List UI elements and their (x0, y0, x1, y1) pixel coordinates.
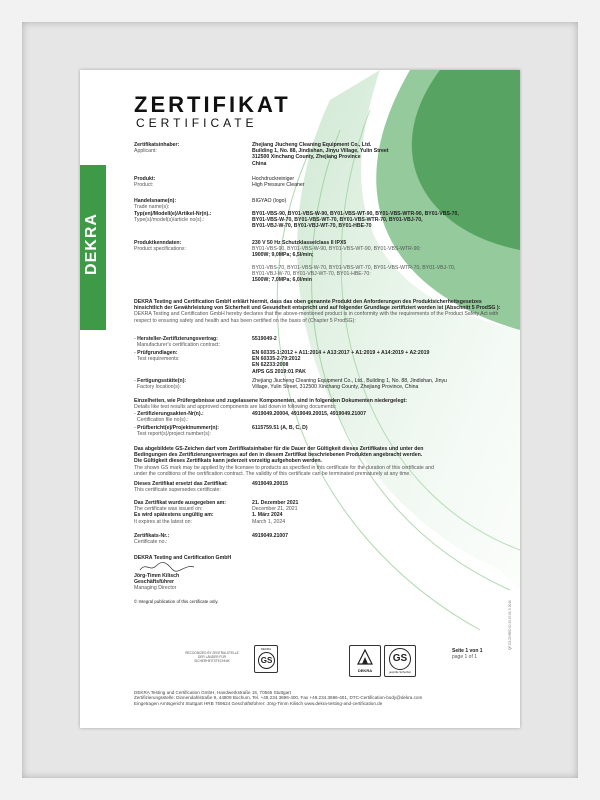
types-line3: BY01-VBJ-W-70, BY01-VBJ-WT-70, BY01-HBE-70 (252, 223, 372, 230)
footer-line2: Zertifizierungsstelle: Dinnendahlstraße 9, 44809 Bochum, Tel. +49.234.3696-400, Fax +49.234.3696-401, DTC-Certification-body@dekra.com (134, 695, 423, 701)
holder-line1: Zhejiang Jiucheng Cleaning Equipment Co., Ltd. (252, 142, 372, 148)
expires-en: March 1, 2024 (252, 518, 286, 525)
certificate-title: ZERTIFIKAT (134, 92, 291, 117)
replaces-value: 4919049.20015 (252, 481, 289, 487)
integral-note: © Integral publication of this certificate only. (134, 599, 219, 604)
gs-de2: Bedingungen des Zertifizierungsvertrages auf den in diesem Zertifikat beschriebenen Produkten angebracht werden. (134, 452, 423, 459)
specs-line4: BY01-VBS-70, BY01-VBS-W-70, BY01-VBS-WT-70, BY01-VBS-WTR-70, BY01-VBJ-70, (252, 264, 456, 271)
zls-seal-text: RECOGNIZED BY ZENTRALSTELLE DER LÄNDER FÜR SICHERHEITSTECHNIK (185, 651, 239, 663)
gs-mark-text (134, 446, 510, 477)
file-label-de: Zertifizierungsakten-Nr(n).: (137, 411, 204, 417)
dekra-small-label: DEKRA (260, 647, 272, 651)
gs-big-icon: GS (389, 648, 411, 670)
footer-line1: DEKRA Testing and Certification GmbH, Handwerkstraße 15, 70565 Stuttgart (134, 690, 291, 695)
specs-line2: BY01-VBS-90, BY01-VBS-W-90, BY01-VBS-WT-90, BY01-VBS-WTR-90: (252, 246, 421, 253)
types-label-en: Type(s)/model(s)/article no(s).: (134, 217, 205, 224)
factory-line2: Village, Yulin Street, 312500 Xinchang County, Zhejiang Province, China (252, 384, 419, 391)
specs-line5: BY01-VBJ-W-70, BY01-VBJ-WT-70, BY01-HBE-70: (252, 271, 371, 278)
expires-label-de: Es wird spätestens ungültig am: (134, 512, 214, 519)
dekra-side-logo: DEKRA (83, 213, 100, 275)
cert-no-value: 4919049.21007 (252, 533, 289, 539)
product-label-de: Produkt: (134, 176, 156, 182)
replaces-label-en: This certificate supersedes certificate: (134, 487, 221, 494)
holder-line4: China (252, 160, 267, 167)
test-basis-line3: EN 62233:2008 (252, 362, 289, 369)
report-label-de: Prüfbericht(e)/Projektnummer(n): (137, 425, 220, 431)
specs-line6: 1500W; 7,0MPa; 6,0l/min (252, 277, 312, 284)
trade-value: BIGYAO (logo) (252, 198, 287, 204)
gs-de1: Das abgebildete GS-Zeichen darf vom Zertifikatsinhaber für die Dauer der Gültigkeit dieses Zertifikates und unter den (134, 446, 424, 452)
issued-en: December 21, 2021 (252, 506, 298, 513)
test-basis-line1: EN 60335-1:2012 + A11:2014 + A13:2017 + A1:2019 + A14:2019 + A2:2019 (252, 350, 430, 356)
certificate-subtitle: CERTIFICATE (136, 116, 258, 130)
expires-de: 1. März 2024 (252, 512, 283, 519)
file-label-en: Certification file no(s).: (136, 417, 189, 424)
signature-company: DEKRA Testing and Certification GmbH (134, 555, 232, 561)
manufacturer-cert-label-en: Manufacturer's certification contract: (136, 342, 221, 349)
product-value-en: High Pressure Cleaner (252, 182, 305, 189)
dekra-side-band (80, 165, 106, 330)
expires-label-en: It expires at the latest on: (134, 518, 192, 525)
test-basis-line4: AfPS GS 2019:01 PAK (252, 368, 306, 375)
specs-line3: 1900W; 9,0MPa; 6,5l/min; (252, 252, 314, 259)
report-label-en: Test report(s)/project number(s): (136, 431, 211, 438)
issued-de: 21. Dezember 2021 (252, 500, 299, 506)
manufacturer-cert-label-de: Hersteller-Zertifizierungsvertrag: (137, 336, 218, 342)
specs-label-de: Produktkenndaten: (134, 240, 182, 246)
manufacturer-cert-value: 5519049-2 (252, 336, 277, 342)
details-de: Einzelheiten, wie Prüfergebnisse und zugelassene Komponenten, sind in folgenden Dokumenten niedergelegt: (134, 398, 407, 404)
gs-en2: under the conditions of the certification contract. The validity of this certificate can be terminated prematurely at any time. (134, 470, 411, 477)
gs-en1: The shown GS mark may be applied by the licensee to products as specified in this certificate for the duration of this certificate and (134, 464, 434, 471)
cert-no-label-de: Zertifikats-Nr.: (134, 533, 170, 539)
cert-no-label-en: Certificate no.: (134, 539, 168, 546)
file-value: 4919049.20004, 4919049.20015, 4919049.21007 (252, 411, 366, 417)
declaration-en: DEKRA Testing and Certification GmbH hereby declares that the above-mentioned product is in conformity with the requirements of the Product Safety Act with respect to ensuring safety and health and has been certified on the basis of (Chapter 5 ProdSG): (134, 311, 499, 324)
replaces-label-de: Dieses Zertifikat ersetzt das Zertifikat: (134, 481, 228, 487)
holder-line3: 312500 Xinchang County, Zhejiang Province (252, 154, 361, 161)
signatory-title-de: Geschäftsführer (134, 579, 175, 586)
factory-line1: Zhejiang Jiucheng Cleaning Equipment Co., Ltd., Building 1, No. 88, Jindishan, Jinyu (252, 378, 447, 384)
details-en: Details like test results and approved components are laid down in following documents: (134, 404, 337, 411)
signatory-name: Jörg-Timm Kilisch (134, 573, 180, 579)
gs-de3: Die Gültigkeit dieses Zertifikats kann jederzeit vorzeitig aufgehoben werden. (134, 458, 322, 465)
holder-label-en: Applicant: (134, 148, 157, 155)
specs-line1: 230 V 50 Hz Schutzklasse/class II IPX5 (252, 240, 347, 246)
holder-line2: Building 1, No. 88, Jindishan, Jinyu Village, Yulin Street (252, 148, 389, 155)
geprufte-label: geprüfte Sicherheit (389, 671, 411, 674)
page-indicator (452, 648, 483, 660)
trade-label-de: Handelsname(n): (134, 198, 177, 204)
factory-label-de: Fertigungsstätte(n): (137, 378, 187, 384)
gs-small-seal (254, 645, 278, 673)
dekra-triangle-icon (350, 646, 380, 668)
signature-scribble (138, 560, 198, 574)
issued-label-de: Das Zertifikat wurde ausgegeben am: (134, 500, 226, 506)
page-en: page 1 of 1 (452, 654, 478, 660)
signatory (134, 573, 510, 592)
test-basis-line2: EN 60335-2-79:2012 (252, 356, 301, 363)
test-basis-label-de: Prüfgrundlagen: (137, 350, 178, 356)
declaration-de: DEKRA Testing and Certification GmbH erklärt hiermit, dass das oben genannte Produkt den Anforderungen des Produktsicherheitsgesetzes hinsichtlich der Gewährleistung von Sicherheit und Gesundheit entspricht und auf folgender Grundlage zertifiziert worden ist (Abschnitt 5 ProdSG ): (134, 299, 501, 312)
factory-label-en: Factory location(s): (136, 384, 181, 391)
footer (134, 690, 510, 706)
issued-label-en: The certificate was issued on: (134, 506, 203, 513)
certificate-paper: DEKRA ZERTIFIKAT CERTIFICATE Zertifikatsinhaber: Applicant: Zhejiang Jiucheng Cleaning Equipment Co., Ltd. Building 1, No. 88, Jindishan, Jinyu Village, Yulin Street 312500 Xinchang County, Zhejiang Province China Produkt: Product: Hochdruckreiniger High Pressure Cleaner Handelsname(n): Trade name(s): BIGYAO (logo) Typ(en)/Modell(e)/Artikel-Nr(n).: Type(s)/model(s)/article no(s).: BY01-VBS-90, BY01-VBS-W-90, BY01-VBS-WT-90, BY01-VBS-WTR-90, BY01-VBS-70, BY01-VBS-W-70, BY01-VBS-WT-70, BY01-VBS-WTR-70, BY01-VBJ-70, BY01-VBJ-W-70, BY01-VBJ-WT-70, BY01-HBE-70 Produktkenndaten: Product specifications: 230 V 50 Hz Schutzklasse/class II IPX5 BY01-VBS-90, BY01-VBS-W-90, BY01-VBS-WT-90, BY01-VBS-WTR-90: 1900W; 9,0MPa; 6,5l/min; BY01-VBS-70, BY01-VBS-W-70, BY01-VBS-WT-70, BY01-VBS-WTR-70, BY01-VBJ-70, BY01-VBJ-W-70, BY01-VBJ-WT-70, BY01-HBE-70: 1500W; 7,0MPa; 6,0l/min DEKRA Testing and Certification GmbH erklärt hiermit, dass das oben genannte Produkt den Anforderungen des Produktsicherheitsgesetzes hinsichtlich der Gewährleistung von Sicherheit und Gesundheit entspricht und auf folgender Grundlage zertifiziert worden ist (Abschnitt 5 ProdSG ): DEKRA Testing and Certification GmbH hereby declares that the above-mentioned product is in conformity with the requirements of the Product Safety Act with respect to ensuring safety and health and has been certified on the basis of (Chapter 5 ProdSG): - Hersteller-Zertifizierungsvertrag: Manufacturer's certification contract: 5519049-2 - Prüfgrundlagen: Test requirements: EN 60335-1:2012 + A11:2014 + A13:2017 + A1:2019 + A14:2019 + A2:2019 EN 60335-2-79:2012 EN 62233:2008 AfPS GS 2019:01 PAK - Fertigungsstätte(n): Factory location(s): Zhejiang Jiucheng Cleaning Equipment Co., Ltd., Building 1, No. 88, Jindishan, Jinyu Village, Yulin Street, 312500 Xinchang County, Zhejiang Province, China Einzelheiten, wie Prüfergebnisse und zugelassene Komponenten, sind in folgenden Dokumenten niedergelegt: Details like test results and approved components are laid down in following documents: - Zertifizierungsakten-Nr(n).: Certification file no(s).: 4919049.20004, 4919049.20015, 4919049.21007 - Prüfbericht(e)/Projektnummer(n): Test report(s)/project number(s): 6115759.51 (A, B, C, D) Das abgebildete GS-Zeichen darf vom Zertifikatsinhaber für die Dauer der Gültigkeit dieses Zertifikates und unter den Bedingungen des Zertifizierungsvertrages auf den in diesem Zertifikat beschriebenen Produkten angebracht werden. Die Gültigkeit dieses Zertifikats kann jederzeit vorzeitig aufgehoben werden. The shown GS mark may be applied by the licensee to products as specified in this certificate for the duration of this certificate and under the conditions of the certification contract. The validity of this certificate can be terminated prematurely at any time. Dieses Zertifikat ersetzt das Zertifikat: This certificate supersedes certificate: 4919049.20015 Das Zertifikat wurde ausgegeben am: The certificate was issued on: Es wird spätestens ungültig am: It expires at the latest on: 21. Dezember 2021 December 21, 2021 1. März 2024 March 1, 2024 Zertifikats-Nr.: Certificate no.: 4919049.21007 DEKRA Testing and Certification GmbH Jörg-Timm Kilisch Geschäftsführer Managing Director © Integral publication of this certificate only. RECOGNIZED BY ZENTRALSTELLE DER LÄNDER FÜR SICHERHEITSTECHNIK DEKRA GS DEKRA GS geprüfte Sicherheit Seite 1 von 1 page 1 of 1 DEKRA Testing and Certification GmbH, Handwerkstraße 15, 70565 Stuttgart Zertifizierungsstelle: Dinnendahlstraße 9, 44809 Bochum, Tel. +49.234.3696-400, Fax +49.234.3696-401, DTC-Certification-body@dekra.com Eingetragen Amtsgericht Stuttgart HRB 759624 Geschäftsführer: Jörg-Timm Kilisch www.dekra-testing-and-certification.de QF-03-Z5/RED ID 13.07.01 S 2019 (80, 70, 520, 728)
types-line2: BY01-VBS-W-70, BY01-VBS-WT-70, BY01-VBS-WTR-70, BY01-VBJ-70, (252, 217, 423, 224)
page-de: Seite 1 von 1 (452, 648, 483, 654)
test-basis-label-en: Test requirements: (136, 356, 180, 363)
specs-label-en: Product specifications: (134, 246, 186, 253)
details-section (134, 398, 510, 410)
trade-label-en: Trade name(s): (134, 204, 170, 211)
footer-line3: Eingetragen Amtsgericht Stuttgart HRB 759624 Geschäftsführer: Jörg-Timm Kilisch www.dekra-testing-and-certification.de (134, 700, 383, 706)
gs-small-icon: GS (258, 652, 275, 669)
dekra-triangle-seal (349, 645, 381, 677)
gs-big-seal (384, 645, 416, 677)
product-label-en: Product: (134, 182, 154, 189)
report-value: 6115759.51 (A, B, C, D) (252, 425, 308, 431)
declaration (134, 299, 510, 324)
types-label-de: Typ(en)/Modell(e)/Artikel-Nr(n).: (134, 211, 212, 217)
dekra-seal-label: DEKRA (357, 668, 373, 673)
product-value-de: Hochdruckreiniger (252, 176, 295, 182)
types-line1: BY01-VBS-90, BY01-VBS-W-90, BY01-VBS-WT-90, BY01-VBS-WTR-90, BY01-VBS-70, (252, 211, 459, 217)
form-serial: QF-03-Z5/RED ID 13.07.01 S 2019 (508, 600, 512, 650)
signatory-title-en: Managing Director (134, 585, 177, 592)
holder-label-de: Zertifikatsinhaber: (134, 142, 180, 148)
